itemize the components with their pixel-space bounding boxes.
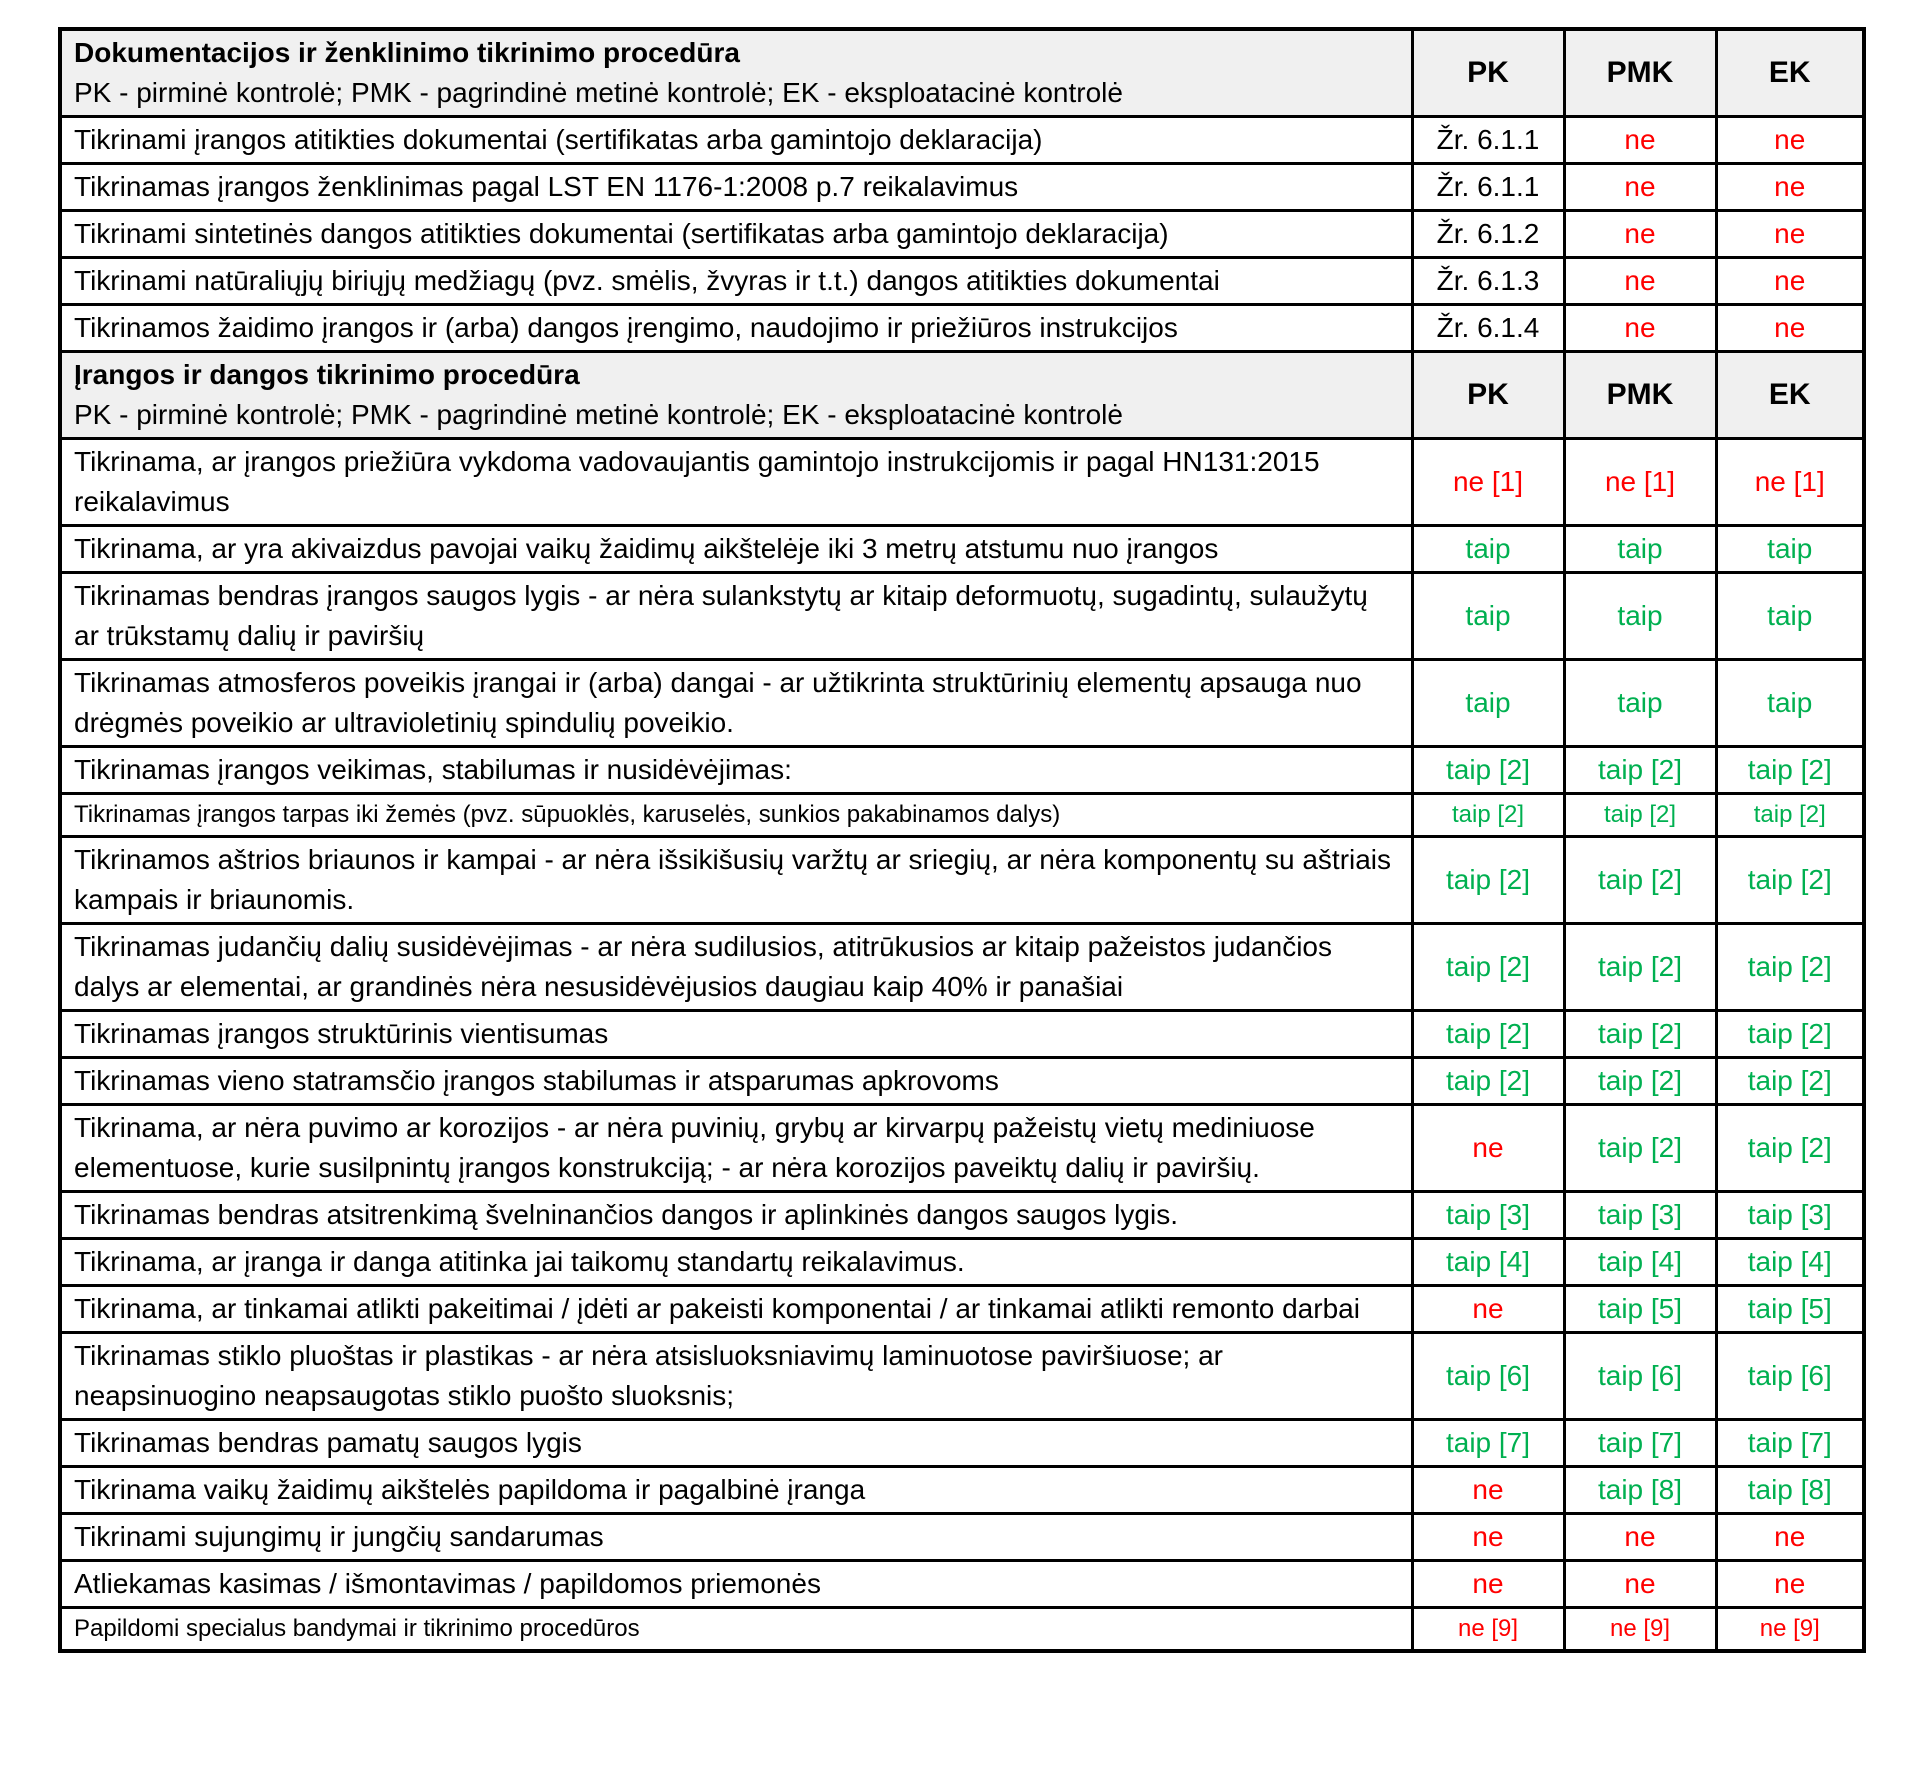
value-cell: taip [1564,660,1716,747]
value-cell: taip [1716,660,1864,747]
table-row [60,573,1864,660]
table-row [60,305,1864,352]
value-cell: Žr. 6.1.3 [1412,258,1564,305]
row-label: Tikrinami įrangos atitikties dokumentai (sertifikatas arba gamintojo deklaracija) [60,117,1412,164]
section-header-cell [60,29,1412,117]
value-cell: taip [2] [1716,924,1864,1011]
table-row [60,660,1864,747]
value-cell: taip [2] [1564,747,1716,794]
table-row [60,1286,1864,1333]
value-cell: ne [1716,1514,1864,1561]
value-cell: taip [2] [1564,837,1716,924]
value-cell: ne [1564,117,1716,164]
value-cell: taip [4] [1716,1239,1864,1286]
table-row [60,1514,1864,1561]
row-label: Tikrinama, ar yra akivaizdus pavojai vaikų žaidimų aikštelėje iki 3 metrų atstumu nuo įrangos [60,526,1412,573]
row-label: Tikrinami sintetinės dangos atitikties dokumentai (sertifikatas arba gamintojo deklaracija) [60,211,1412,258]
value-cell: ne [1716,1561,1864,1608]
row-label: Tikrinama, ar įrangos priežiūra vykdoma vadovaujantis gamintojo instrukcijomis ir pagal HN131:2015 reikalavimus [60,439,1412,526]
value-cell: ne [1564,1561,1716,1608]
value-cell: taip [2] [1716,1011,1864,1058]
table-row [60,1333,1864,1420]
value-cell: Žr. 6.1.4 [1412,305,1564,352]
row-label: Tikrinamas įrangos struktūrinis vientisumas [60,1011,1412,1058]
table-row [60,1608,1864,1652]
row-label: Papildomi specialus bandymai ir tikrinimo procedūros [60,1608,1412,1652]
row-label: Tikrinamas judančių dalių susidėvėjimas - ar nėra sudilusios, atitrūkusios ar kitaip pažeistos judančios dalys ar elementai, ar grandinės nėra nesusidėvėjusios daugiau kaip 40% ir panašiai [60,924,1412,1011]
value-cell: ne [1564,211,1716,258]
value-cell: taip [2] [1564,1105,1716,1192]
inspection-table-body [60,29,1864,1651]
value-cell: taip [5] [1716,1286,1864,1333]
value-cell: taip [8] [1716,1467,1864,1514]
table-row [60,1105,1864,1192]
value-cell: taip [7] [1564,1420,1716,1467]
row-label: Tikrinami sujungimų ir jungčių sandarumas [60,1514,1412,1561]
table-row [60,164,1864,211]
row-label: Tikrinamas bendras įrangos saugos lygis - ar nėra sulankstytų ar kitaip deformuotų, sugadintų, sulaužytų ar trūkstamų dalių ir paviršių [60,573,1412,660]
row-label: Tikrinama, ar tinkamai atlikti pakeitimai / įdėti ar pakeisti komponentai / ar tinkamai atlikti remonto darbai [60,1286,1412,1333]
table-row [60,526,1864,573]
table-row [60,794,1864,837]
value-cell: ne [1] [1412,439,1564,526]
table-row [60,211,1864,258]
row-label: Tikrinamos žaidimo įrangos ir (arba) dangos įrengimo, naudojimo ir priežiūros instrukcijos [60,305,1412,352]
value-cell: ne [1564,164,1716,211]
row-label: Tikrinama, ar įranga ir danga atitinka jai taikomų standartų reikalavimus. [60,1239,1412,1286]
value-cell: taip [2] [1412,1011,1564,1058]
section-title: Dokumentacijos ir ženklinimo tikrinimo procedūra [74,37,740,68]
value-cell: ne [1564,258,1716,305]
value-cell: taip [3] [1412,1192,1564,1239]
column-header-ek: EK [1716,29,1864,117]
table-row [60,1058,1864,1105]
value-cell: taip [2] [1412,747,1564,794]
table-row [60,258,1864,305]
value-cell: ne [9] [1412,1608,1564,1652]
value-cell: taip [1412,526,1564,573]
table-row [60,1561,1864,1608]
row-label: Tikrinamos aštrios briaunos ir kampai - ar nėra išsikišusių varžtų ar sriegių, ar nėra komponentų su aštriais kampais ir briaunomis. [60,837,1412,924]
column-header-pk: PK [1412,29,1564,117]
value-cell: taip [2] [1716,1058,1864,1105]
value-cell: ne [1716,211,1864,258]
value-cell: taip [1412,573,1564,660]
table-row [60,1239,1864,1286]
row-label: Tikrinamas bendras atsitrenkimą švelninančios dangos ir aplinkinės dangos saugos lygis. [60,1192,1412,1239]
table-row [60,837,1864,924]
value-cell: taip [2] [1564,1058,1716,1105]
value-cell: ne [1412,1561,1564,1608]
row-label: Tikrinamas atmosferos poveikis įrangai ir (arba) dangai - ar užtikrinta struktūrinių elementų apsauga nuo drėgmės poveikio ar ultravioletinių spindulių poveikio. [60,660,1412,747]
column-header-pk: PK [1412,352,1564,439]
row-label: Tikrinamas stiklo pluoštas ir plastikas - ar nėra atsisluoksniavimų laminuotose paviršiuose; ar neapsinuogino neapsaugotas stiklo puošto sluoksnis; [60,1333,1412,1420]
section-subtitle: PK - pirminė kontrolė; PMK - pagrindinė metinė kontrolė; EK - eksploatacinė kontrolė [74,77,1123,108]
value-cell: ne [1412,1286,1564,1333]
value-cell: taip [7] [1412,1420,1564,1467]
value-cell: taip [8] [1564,1467,1716,1514]
row-label: Tikrinamas įrangos tarpas iki žemės (pvz. sūpuoklės, karuselės, sunkios pakabinamos dalys) [60,794,1412,837]
row-label: Tikrinamas bendras pamatų saugos lygis [60,1420,1412,1467]
value-cell: taip [2] [1412,924,1564,1011]
table-row [60,117,1864,164]
value-cell: ne [1] [1716,439,1864,526]
table-row [60,439,1864,526]
column-header-pmk: PMK [1564,352,1716,439]
value-cell: taip [2] [1716,837,1864,924]
value-cell: taip [2] [1716,747,1864,794]
section-header-cell [60,352,1412,439]
row-label: Tikrinamas vieno statramsčio įrangos stabilumas ir atsparumas apkrovoms [60,1058,1412,1105]
value-cell: taip [3] [1716,1192,1864,1239]
column-header-pmk: PMK [1564,29,1716,117]
value-cell: taip [1716,573,1864,660]
value-cell: taip [2] [1716,1105,1864,1192]
value-cell: taip [6] [1564,1333,1716,1420]
value-cell: ne [1716,258,1864,305]
table-row [60,1192,1864,1239]
value-cell: taip [7] [1716,1420,1864,1467]
section-header-row [60,29,1864,117]
value-cell: taip [4] [1564,1239,1716,1286]
row-label: Tikrinamas įrangos veikimas, stabilumas ir nusidėvėjimas: [60,747,1412,794]
value-cell: taip [3] [1564,1192,1716,1239]
table-row [60,747,1864,794]
value-cell: taip [2] [1564,1011,1716,1058]
section-subtitle: PK - pirminė kontrolė; PMK - pagrindinė metinė kontrolė; EK - eksploatacinė kontrolė [74,399,1123,430]
value-cell: taip [4] [1412,1239,1564,1286]
value-cell: ne [1412,1105,1564,1192]
value-cell: ne [1412,1467,1564,1514]
inspection-table [58,27,1866,1653]
value-cell: taip [1564,573,1716,660]
value-cell: ne [1564,1514,1716,1561]
row-label: Tikrinamas įrangos ženklinimas pagal LST EN 1176-1:2008 p.7 reikalavimus [60,164,1412,211]
table-row [60,1011,1864,1058]
value-cell: taip [1564,526,1716,573]
value-cell: taip [2] [1412,837,1564,924]
value-cell: taip [1716,526,1864,573]
value-cell: ne [1] [1564,439,1716,526]
table-row [60,924,1864,1011]
section-header-row [60,352,1864,439]
value-cell: ne [9] [1564,1608,1716,1652]
value-cell: taip [2] [1412,1058,1564,1105]
value-cell: taip [2] [1564,924,1716,1011]
column-header-ek: EK [1716,352,1864,439]
value-cell: ne [1412,1514,1564,1561]
value-cell: taip [6] [1412,1333,1564,1420]
value-cell: taip [1412,660,1564,747]
value-cell: taip [2] [1564,794,1716,837]
value-cell: ne [1716,305,1864,352]
value-cell: ne [1564,305,1716,352]
value-cell: ne [9] [1716,1608,1864,1652]
value-cell: taip [5] [1564,1286,1716,1333]
table-row [60,1420,1864,1467]
value-cell: ne [1716,164,1864,211]
section-title: Įrangos ir dangos tikrinimo procedūra [74,359,580,390]
value-cell: Žr. 6.1.1 [1412,164,1564,211]
value-cell: Žr. 6.1.2 [1412,211,1564,258]
row-label: Tikrinama vaikų žaidimų aikštelės papildoma ir pagalbinė įranga [60,1467,1412,1514]
value-cell: Žr. 6.1.1 [1412,117,1564,164]
value-cell: taip [2] [1716,794,1864,837]
row-label: Tikrinama, ar nėra puvimo ar korozijos - ar nėra puvinių, grybų ar kirvarpų pažeistų vietų mediniuose elementuose, kurie susilpnintų įrangos konstrukciją; - ar nėra korozijos paveiktų dalių ir paviršių. [60,1105,1412,1192]
row-label: Atliekamas kasimas / išmontavimas / papildomos priemonės [60,1561,1412,1608]
table-row [60,1467,1864,1514]
value-cell: taip [6] [1716,1333,1864,1420]
value-cell: taip [2] [1412,794,1564,837]
row-label: Tikrinami natūraliųjų biriųjų medžiagų (pvz. smėlis, žvyras ir t.t.) dangos atitikties dokumentai [60,258,1412,305]
value-cell: ne [1716,117,1864,164]
